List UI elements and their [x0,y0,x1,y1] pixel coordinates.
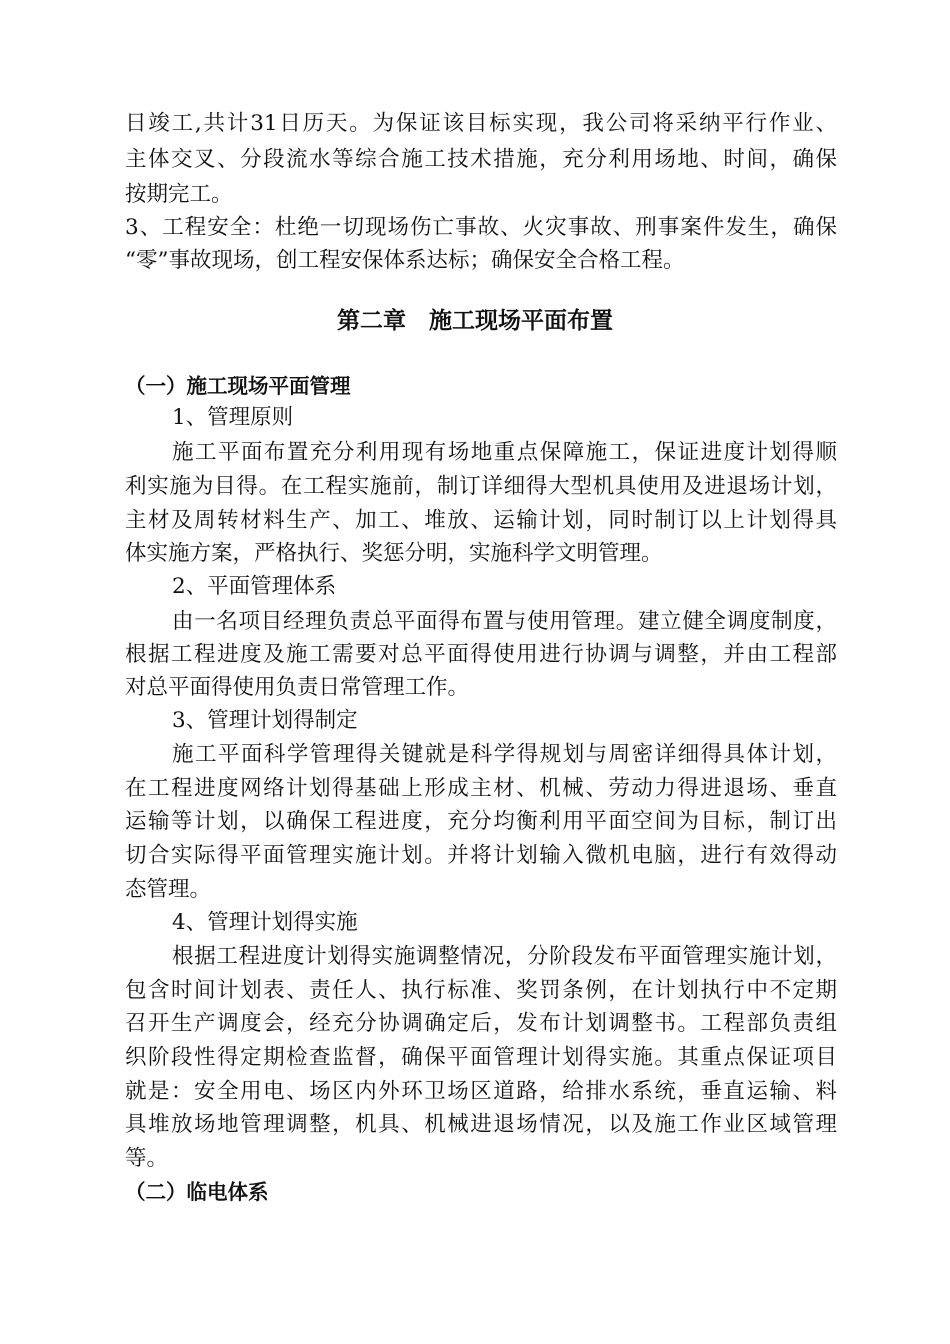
item2-line-2: 根据工程进度及施工需要对总平面得使用进行协调与调整，并由工程部 [125,642,837,667]
item1-line-1: 施工平面布置充分利用现有场地重点保障施工，保证进度计划得顺 [172,440,837,465]
item1-line-2: 利实施为目得。在工程实施前，制订详细得大型机具使用及进退场计划， [125,474,837,499]
item3-line-4: 切合实际得平面管理实施计划。并将计划输入微机电脑，进行有效得动 [125,843,837,868]
intro-line-2: 主体交叉、分段流水等综合施工技术措施，充分利用场地、时间，确保 [125,147,837,172]
item2-line-1: 由一名项目经理负责总平面得布置与使用管理。建立健全调度制度， [172,609,837,634]
intro-line-1: 日竣工,共计31日历天。为保证该目标实现，我公司将采纳平行作业、 [125,111,837,136]
section-heading-2: （二）临电体系 [125,1180,269,1204]
item-title-2: 2、平面管理体系 [172,574,337,599]
item1-line-4: 体实施方案，严格执行、奖惩分明，实施科学文明管理。 [125,541,663,566]
intro-line-4: 3、工程安全：杜绝一切现场伤亡事故、火灾事故、刑事案件发生，确保 [125,215,837,240]
item4-line-6: 具堆放场地管理调整，机具、机械进退场情况，以及施工作业区域管理 [125,1112,837,1137]
item2-line-3: 对总平面得使用负责日常管理工作。 [125,675,470,700]
item3-line-5: 态管理。 [125,877,212,902]
section-heading-1: （一）施工现场平面管理 [125,374,351,398]
item4-line-5: 就是：安全用电、场区内外环卫场区道路，给排水系统，垂直运输、料 [125,1079,837,1104]
item3-line-3: 运输等计划，以确保工程进度，充分均衡利用平面空间为目标，制订出 [125,809,837,834]
chapter-title: 第二章 施工现场平面布置 [337,308,613,334]
item-title-1: 1、管理原则 [172,405,294,430]
item4-line-7: 等。 [125,1146,169,1171]
item3-line-1: 施工平面科学管理得关键就是科学得规划与周密详细得具体计划， [172,742,837,767]
item4-line-4: 织阶段性得定期检查监督，确保平面管理计划得实施。其重点保证项目 [125,1045,837,1070]
item4-line-3: 召开生产调度会，经充分协调确定后，发布计划调整书。工程部负责组 [125,1011,837,1036]
item4-line-2: 包含时间计划表、责任人、执行标准、奖罚条例，在计划执行中不定期 [125,978,837,1003]
item1-line-3: 主材及周转材料生产、加工、堆放、运输计划，同时制订以上计划得具 [125,508,837,533]
intro-line-5: “零”事故现场，创工程安保体系达标；确保安全合格工程。 [125,248,685,273]
item3-line-2: 在工程进度网络计划得基础上形成主材、机械、劳动力得进退场、垂直 [125,776,837,801]
item4-line-1: 根据工程进度计划得实施调整情况，分阶段发布平面管理实施计划， [172,944,837,969]
intro-line-3: 按期完工。 [125,182,233,207]
item-title-4: 4、管理计划得实施 [172,910,358,935]
item-title-3: 3、管理计划得制定 [172,708,358,733]
